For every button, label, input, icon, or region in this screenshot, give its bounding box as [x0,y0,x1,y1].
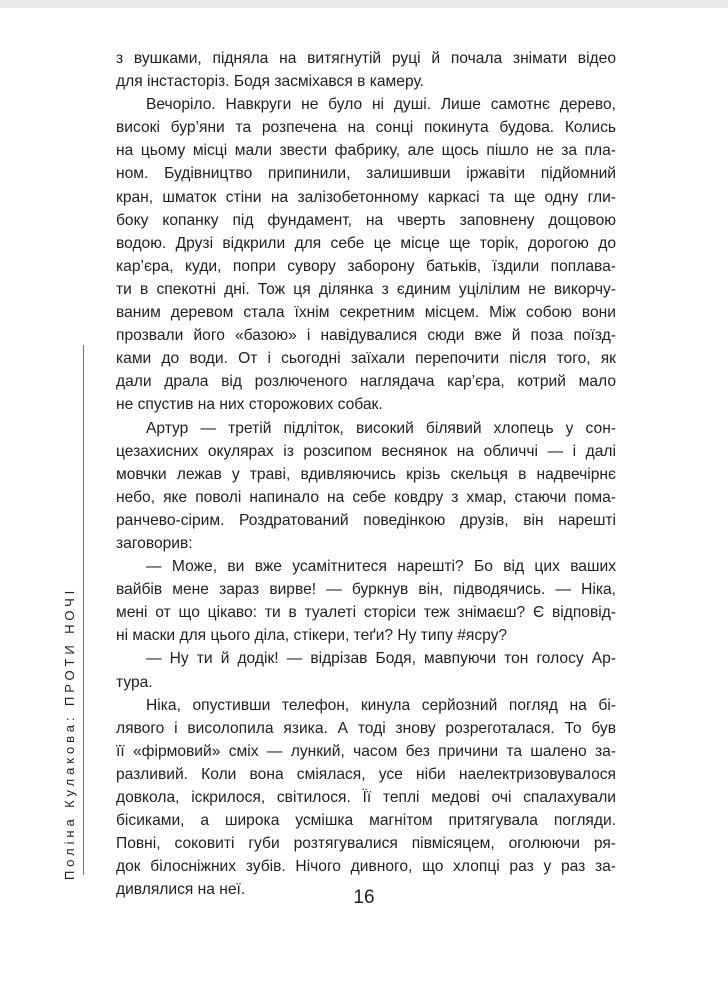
text-line: ном. Будівництво припинили, залишивши іржавіти підйомний [116,165,616,183]
text-line: довкола, іскрилося, світилося. Її теплі медові очі спалахували [116,789,616,806]
text-line: водою. Друзі відкрили для себе це місце ще торік, дорогою до [116,234,616,252]
text-line: вайбів мене зараз вирве! — буркнув він, підводячись. — Ніка, [116,581,616,599]
text-line: ти в спекотні дні. Тож ця ділянка з єдиним уцілілим не викорчу- [116,280,616,298]
text-line: на цьому місці мали звести фабрику, але щось пішло не за пла- [116,142,616,160]
text-line: Повні, соковиті губи розтягувалися півмісяцем, оголюючи ря- [116,835,616,853]
text-line: з вушками, підняла на витягнутій руці й почала знімати відео [116,50,616,67]
text-line: Вечоріло. Навкруги не було ні душі. Лише самотнє дерево, [146,96,616,114]
text-line: прозвали його «базою» і навідувалися сюди вже й поза поїзд- [116,327,616,345]
text-line: — Ну ти й додік! — відрізав Бодя, мавпуючи тон голосу Ар- [146,650,616,668]
text-line: ні маски для цього діла, стікери, теґи? Ну типу #ясру? [116,627,508,645]
text-line: не спустив на них сторожових собак. [116,396,383,414]
text-line: ваним деревом стала їхнім секретним місцем. Між собою вони [116,304,616,322]
text-line: мовчки лежав у траві, вдивляючись крізь скельця в надвечірнє [116,465,616,483]
text-line: дивлялися на неї. [116,881,246,899]
text-line: тура. [116,673,153,691]
text-line: разливий. Коли вона сміялася, усе ніби наелектризовувалося [116,765,616,783]
text-line: — Може, ви вже усамітнитеся нарешті? Бо від цих ваших [146,558,616,576]
text-line: Артур — третій підліток, високий білявий хлопець у сон- [146,419,616,437]
text-line: ранчево-сірим. Роздратований поведінкою друзів, він нарешті [116,511,616,529]
text-line: заговорив: [116,534,193,552]
side-running-head: Поліна Кулакова: ПРОТИ НОЧІ [62,586,77,880]
side-divider-line [83,345,84,875]
text-line: небо, яке поволі напинало на себе ковдру з хмар, стаючи пома- [116,488,616,506]
text-line: лявого і висолопила язика. А тоді знову розреготалася. То був [116,719,616,737]
text-line: док білосніжних зубів. Нічого дивного, що хлопці раз у раз за- [116,858,616,876]
text-line: кран, шматок стіни на залізобетонному каркасі та ще одну гли- [116,188,616,206]
body-text [116,47,616,901]
text-line: для інстасторіз. Бодя засміхався в камеру. [116,73,425,91]
text-line: дали драла від розлюченого наглядача кар’єра, котрий мало [116,373,616,391]
text-line: цезахисних окулярах із розсипом веснянок на обличчі — і далі [116,442,616,460]
text-line: Ніка, опустивши телефон, кинула серйозний погляд на бі- [146,696,616,714]
top-page-edge [0,0,728,8]
text-line: мені от що цікаво: ти в туалеті сторіси теж знімаєш? Є відповід- [116,604,616,622]
text-line: її «фірмовий» сміх — лункий, часом без причини та шалено за- [116,742,616,760]
text-line: високі бур’яни та розпечена на сонці покинута будова. Колись [116,119,616,137]
page-number: 16 [353,887,375,908]
text-line: бісиками, а широка усмішка магнітом притягувала погляди. [116,812,616,830]
text-line: кар’єра, куди, попри сувору заборону батьків, їздили поплава- [116,257,616,275]
text-lines [116,47,616,901]
text-line: боку копанку під фундамент, на чверть заповнену дощовою [116,211,616,229]
text-line: ками до води. От і сьогодні заїхали перепочити після того, як [116,350,616,368]
